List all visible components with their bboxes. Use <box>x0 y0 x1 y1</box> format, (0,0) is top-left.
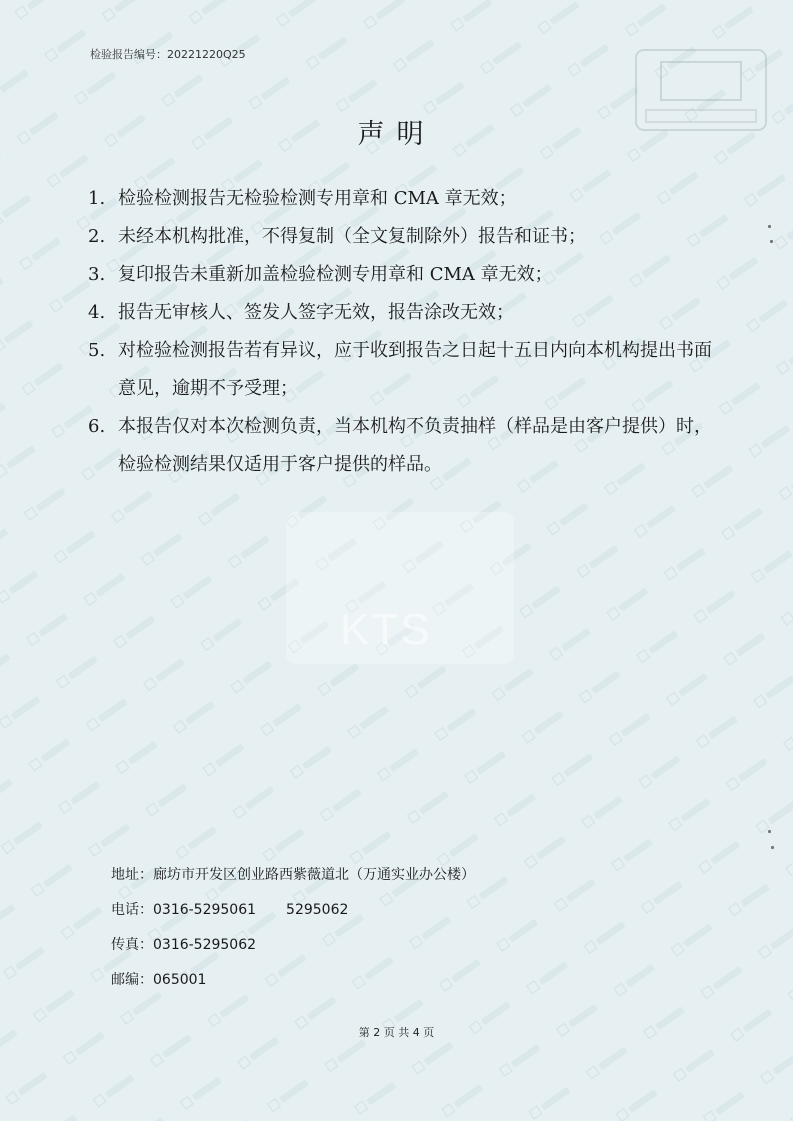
contact-info <box>111 858 475 998</box>
fax-label: 传真： <box>111 937 153 953</box>
scan-mark <box>768 225 771 228</box>
item-number: 4. <box>88 302 106 323</box>
postcode-value: 065001 <box>153 972 207 988</box>
report-number-value: 20221220Q25 <box>167 48 246 61</box>
page-mid: 页 共 <box>383 1026 410 1039</box>
page-title: 声明 <box>357 119 436 150</box>
item-number: 2. <box>88 226 106 247</box>
item-text: 报告无审核人、签发人签字无效，报告涂改无效； <box>118 302 514 323</box>
item-number: 5. <box>88 340 106 361</box>
address-row <box>111 858 475 893</box>
statement-list <box>88 180 728 484</box>
scan-mark <box>771 846 774 849</box>
phone-label: 电话： <box>111 902 153 918</box>
item-text: 检验检测报告无检验检测专用章和 CMA 章无效； <box>118 188 517 209</box>
item-text: 未经本机构批准，不得复制（全文复制除外）报告和证书； <box>118 226 586 247</box>
postcode-label: 邮编： <box>111 972 153 988</box>
list-item <box>88 408 728 484</box>
address-value: 廊坊市开发区创业路西紫薇道北（万通实业办公楼） <box>153 867 475 883</box>
page-current: 2 <box>373 1026 381 1039</box>
page-prefix: 第 <box>358 1026 370 1039</box>
fax-row <box>111 928 475 963</box>
fax-value: 0316-5295062 <box>153 937 257 953</box>
page-suffix: 页 <box>423 1026 435 1039</box>
list-item <box>88 180 728 218</box>
watermark-logo-text: KTS <box>340 605 432 654</box>
postcode-row <box>111 963 475 998</box>
page-total: 4 <box>412 1026 420 1039</box>
page-number-footer <box>0 1024 793 1040</box>
phone-value-2: 5295062 <box>286 902 349 918</box>
item-number: 1. <box>88 188 106 209</box>
scan-mark <box>770 240 773 243</box>
list-item <box>88 218 728 256</box>
report-number-label: 检验报告编号： <box>90 48 167 61</box>
phone-value-1: 0316-5295061 <box>153 902 257 918</box>
item-text: 复印报告未重新加盖检验检测专用章和 CMA 章无效； <box>118 264 553 285</box>
list-item <box>88 332 728 408</box>
report-number <box>90 46 246 62</box>
item-number: 6. <box>88 416 106 437</box>
item-text: 本报告仅对本次检测负责，当本机构不负责抽样（样品是由客户提供）时，检验检测结果仅适用于客户提供的样品。 <box>118 416 712 475</box>
item-number: 3. <box>88 264 106 285</box>
list-item <box>88 294 728 332</box>
item-text: 对检验检测报告若有异议，应于收到报告之日起十五日内向本机构提出书面意见，逾期不予受理； <box>118 340 712 399</box>
scan-mark <box>768 830 771 833</box>
list-item <box>88 256 728 294</box>
phone-row <box>111 893 475 928</box>
address-label: 地址： <box>111 867 153 883</box>
